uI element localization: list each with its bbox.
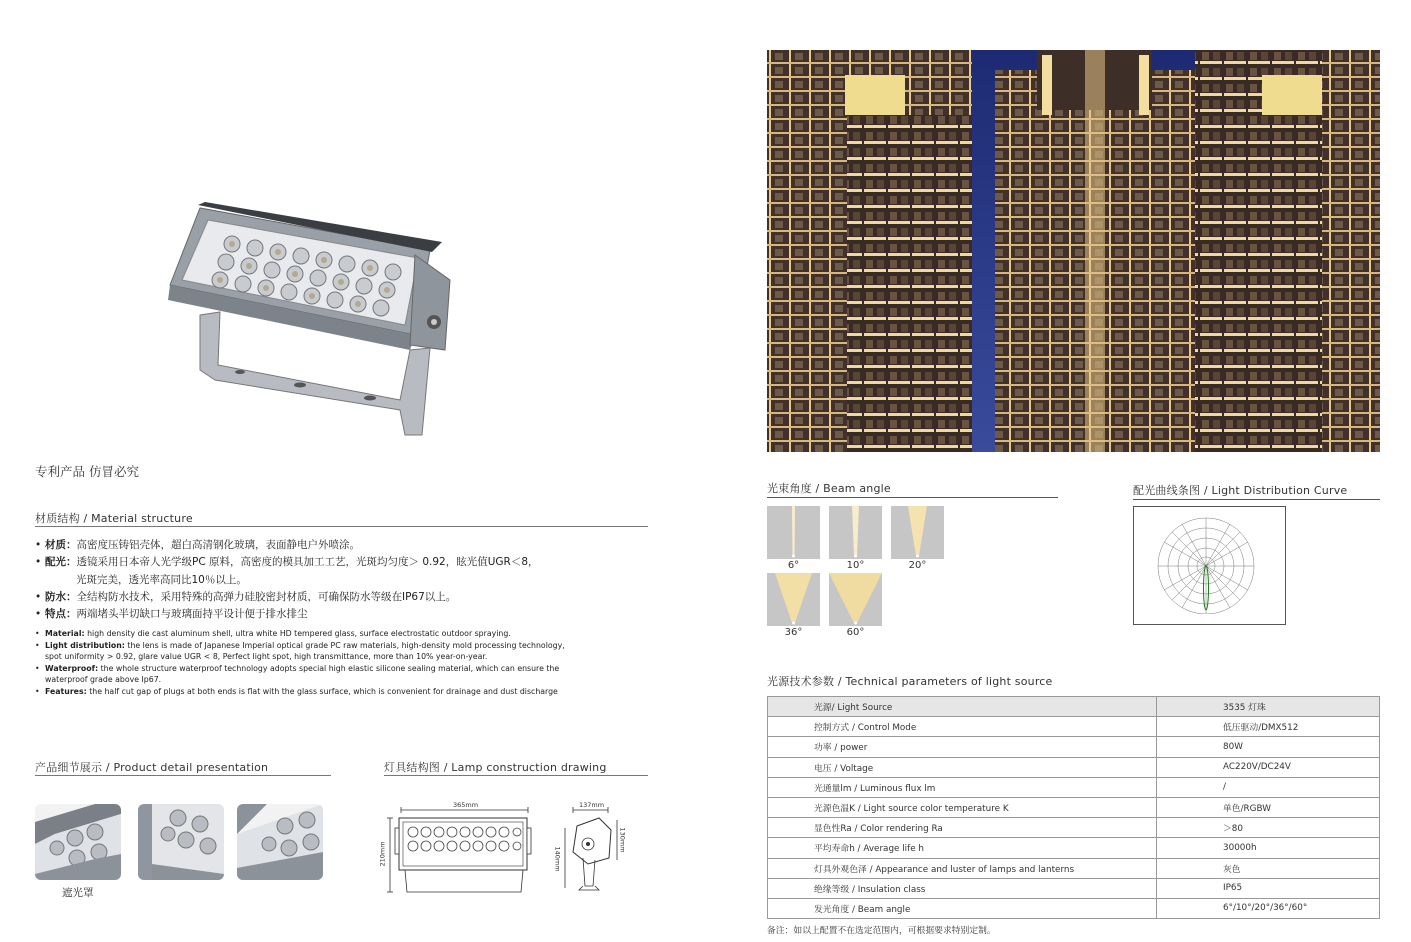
construction-drawing (383, 800, 638, 900)
beam-10-diagram (829, 506, 882, 559)
param-value: 30000h (1157, 838, 1380, 858)
param-value: 单色/RGBW (1157, 797, 1380, 817)
param-key: 绝缘等级 / Insulation class (768, 878, 1157, 898)
table-row (768, 838, 1380, 858)
beam-20-diagram (891, 506, 944, 559)
param-key: 光通量lm / Luminous flux lm (768, 777, 1157, 797)
param-value: 6°/10°/20°/36°/60° (1157, 898, 1380, 918)
table-row (768, 777, 1380, 797)
term-text: 透镜采用日本帝人光学级PC 原料，高密度的模具加工工艺，光斑均匀度＞ 0.92，眩光值UGR＜8， (76, 556, 539, 569)
list-item-continuation (35, 572, 655, 589)
detail-thumb-visor (35, 804, 121, 880)
param-key: 平均寿命h / Average life h (768, 838, 1157, 858)
construction-drawing-title: 灯具结构图 / Lamp construction drawing (384, 761, 607, 774)
list-item (35, 606, 655, 623)
term-text: the half cut gap of plugs at both ends is flat with the glass surface, which is convenient for drainage and dust discharge (86, 686, 558, 696)
divider (767, 497, 1058, 498)
dim-width-label: 365mm (453, 801, 479, 809)
table-row (768, 697, 1380, 717)
term-text: high density die cast aluminum shell, ultra white HD tempered glass, surface electrostatic outdoor spraying. (84, 629, 511, 638)
beam-20-label: 20° (908, 560, 927, 571)
list-item (35, 628, 595, 640)
term-label: Material: (45, 629, 85, 638)
beam-6-label: 6° (787, 560, 800, 571)
param-value: 80W (1157, 737, 1380, 757)
list-item (35, 640, 595, 652)
tech-params-title: 光源技术参数 / Technical parameters of light source (767, 675, 1053, 688)
list-item-continuation (35, 674, 595, 686)
term-label: 配光： (45, 556, 77, 569)
param-key: 光源色温K / Light source color temperature K (768, 797, 1157, 817)
term-text: 光斑完美，透光率高同比10％以上。 (76, 573, 247, 586)
beam-36-label: 36° (784, 627, 803, 638)
night-building-photo (767, 50, 1380, 452)
term-label: 材质： (45, 539, 77, 551)
term-label: 特点： (45, 608, 77, 621)
term-text: spot uniformity > 0.92, glare value UGR < 8, Perfect light spot, high transmittance, more than 10% year-on-year. (45, 652, 488, 662)
term-label: 防水： (45, 590, 77, 603)
table-row (768, 797, 1380, 817)
param-key: 光源/ Light Source (768, 697, 1157, 717)
param-value: 灰色 (1157, 858, 1380, 878)
param-value: 低压驱动/DMX512 (1157, 717, 1380, 737)
list-item-continuation (35, 651, 595, 663)
param-key: 显色性Ra / Color rendering Ra (768, 818, 1157, 838)
divider (35, 526, 648, 527)
detail-thumb-side (237, 804, 323, 880)
term-text: the whole structure waterproof technology adopts special high elastic silicone sealing material, which can ensure the (98, 663, 560, 673)
table-row (768, 858, 1380, 878)
custom-note: 备注：如以上配置不在选定范围内，可根据要求特别定制。 (767, 926, 996, 936)
material-cn-list (35, 537, 655, 623)
polar-distribution-chart (1133, 506, 1286, 625)
patent-notice: 专利产品 仿冒必究 (35, 464, 139, 479)
list-item (35, 589, 655, 606)
table-row (768, 818, 1380, 838)
term-label: Waterproof: (45, 663, 99, 673)
table-row (768, 717, 1380, 737)
term-text: the lens is made of Japanese Imperial optical grade PC raw materials, high-density mold processing technology, (124, 640, 565, 650)
param-value: ＞80 (1157, 818, 1380, 838)
tech-params-table (767, 696, 1380, 919)
table-row (768, 898, 1380, 918)
table-row (768, 878, 1380, 898)
param-key: 电压 / Voltage (768, 757, 1157, 777)
dim-depth-label: 137mm (579, 801, 605, 809)
detail-thumb-caption: 遮光罩 (62, 887, 94, 899)
distribution-curve-title: 配光曲线条图 / Light Distribution Curve (1133, 484, 1348, 497)
beam-60-label: 60° (846, 627, 865, 638)
divider (384, 775, 648, 776)
dim-h3-label: 130mm (618, 827, 627, 853)
material-en-list (35, 628, 595, 698)
param-value: / (1157, 777, 1380, 797)
divider (35, 775, 331, 776)
table-row (768, 757, 1380, 777)
detail-thumb-endcap (138, 804, 224, 880)
list-item (35, 686, 595, 698)
param-key: 控制方式 / Control Mode (768, 717, 1157, 737)
param-value: IP65 (1157, 878, 1380, 898)
term-text: 两端堵头半切缺口与玻璃面持平设计便于排水排尘 (76, 608, 308, 621)
list-item (35, 663, 595, 675)
term-text: waterproof grade above Ip67. (45, 675, 162, 685)
product-detail-title: 产品细节展示 / Product detail presentation (35, 761, 269, 774)
param-value: AC220V/DC24V (1157, 757, 1380, 777)
term-text: 高密度压铸铝壳体，超白高清钢化玻璃，表面静电户外喷涂。 (76, 539, 360, 551)
list-item (35, 537, 655, 554)
beam-36-diagram (767, 573, 820, 626)
list-item (35, 554, 655, 571)
product-floodlight-image (160, 200, 460, 440)
beam-angle-title: 光束角度 / Beam angle (767, 482, 891, 495)
dim-height-label: 210mm (378, 841, 387, 867)
dim-h2-label: 140mm (553, 846, 562, 872)
term-label: Features: (45, 686, 87, 696)
beam-10-label: 10° (846, 560, 865, 571)
param-value: 3535 灯珠 (1157, 697, 1380, 717)
term-label: Light distribution: (45, 640, 125, 650)
beam-60-diagram (829, 573, 882, 626)
table-row (768, 737, 1380, 757)
param-key: 灯具外观色泽 / Appearance and luster of lamps and lanterns (768, 858, 1157, 878)
param-key: 功率 / power (768, 737, 1157, 757)
term-text: 全结构防水技术，采用特殊的高弹力硅胶密封材质，可确保防水等级在IP67以上。 (76, 590, 457, 603)
param-key: 发光角度 / Beam angle (768, 898, 1157, 918)
material-structure-title: 材质结构 / Material structure (35, 512, 193, 525)
divider (1133, 499, 1380, 500)
beam-6-diagram (767, 506, 820, 559)
